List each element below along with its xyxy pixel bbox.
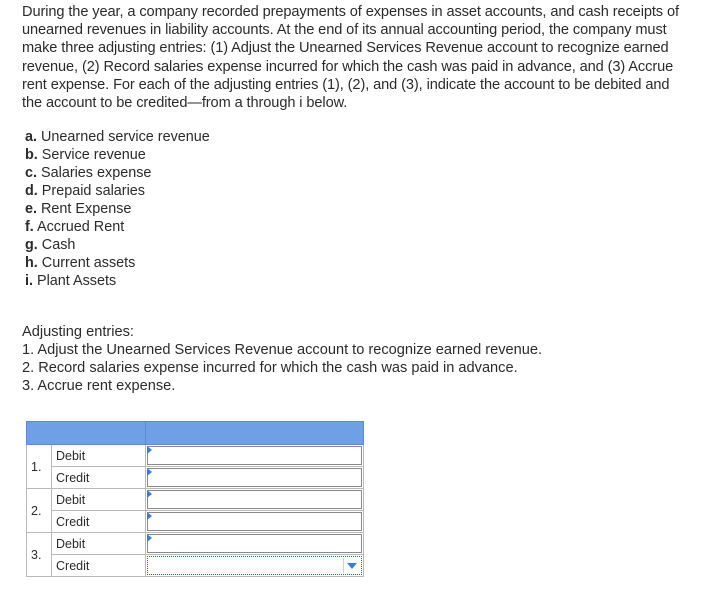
entry-2-debit-select[interactable]: [146, 489, 364, 511]
option-d: d. Prepaid salaries: [25, 183, 145, 199]
option-a: a. Unearned service revenue: [25, 129, 210, 145]
header-cell-right: [146, 422, 364, 445]
option-b: b. Service revenue: [25, 147, 146, 163]
header-cell-left: [27, 422, 146, 445]
option-h: h. Current assets: [25, 255, 136, 271]
entry-1-debit-select[interactable]: [146, 445, 364, 467]
debit-label: Debit: [52, 445, 146, 467]
marker-icon: [147, 512, 152, 520]
adjusting-heading: Adjusting entries:: [22, 324, 134, 340]
option-f: f. Accrued Rent: [25, 219, 125, 235]
table-row: [27, 555, 364, 577]
table-row: [27, 533, 364, 555]
marker-icon: [147, 490, 152, 498]
credit-label: Credit: [52, 467, 146, 489]
account-options-list: [25, 128, 210, 290]
entry-3-debit-select[interactable]: [146, 533, 364, 555]
entries-table: [26, 421, 364, 577]
adjusting-item-3: 3. Accrue rent expense.: [22, 378, 176, 394]
adjusting-item-2: 2. Record salaries expense incurred for which the cash was paid in advance.: [22, 360, 518, 376]
option-e: e. Rent Expense: [25, 201, 132, 217]
question-text: During the year, a company recorded prepayments of expenses in asset accounts, and cash receipts of unearned revenues in liability accounts. At the end of its annual accounting period, the company must make three adjusting entries: (1) Adjust the Unearned Services Revenue account to recognize earned revenue, (2) Record salaries expense incurred for which the cash was paid in advance, and (3) Accrue rent expense. For each of the adjusting entries (1), (2), and (3), indicate the account to be debited and the account to be credited—from a through i below.: [22, 4, 679, 112]
debit-label: Debit: [52, 533, 146, 555]
entry-number: 1.: [27, 445, 52, 489]
option-i: i. Plant Assets: [25, 273, 117, 289]
adjusting-entries-list: [22, 323, 542, 395]
marker-icon: [147, 446, 152, 454]
entry-number: 3.: [27, 533, 52, 577]
marker-icon: [147, 534, 152, 542]
entry-1-credit-select[interactable]: [146, 467, 364, 489]
table-header-row: [27, 422, 364, 445]
credit-label: Credit: [52, 555, 146, 577]
entry-3-credit-select[interactable]: [146, 555, 364, 577]
table-row: [27, 445, 364, 467]
credit-label: Credit: [52, 511, 146, 533]
debit-label: Debit: [52, 489, 146, 511]
table-row: [27, 467, 364, 489]
dropdown-arrow-icon[interactable]: [347, 563, 357, 569]
entry-number: 2.: [27, 489, 52, 533]
option-c: c. Salaries expense: [25, 165, 152, 181]
option-g: g. Cash: [25, 237, 76, 253]
entry-2-credit-select[interactable]: [146, 511, 364, 533]
table-row: [27, 511, 364, 533]
table-row: [27, 489, 364, 511]
adjusting-item-1: 1. Adjust the Unearned Services Revenue account to recognize earned revenue.: [22, 342, 543, 358]
marker-icon: [147, 468, 152, 476]
